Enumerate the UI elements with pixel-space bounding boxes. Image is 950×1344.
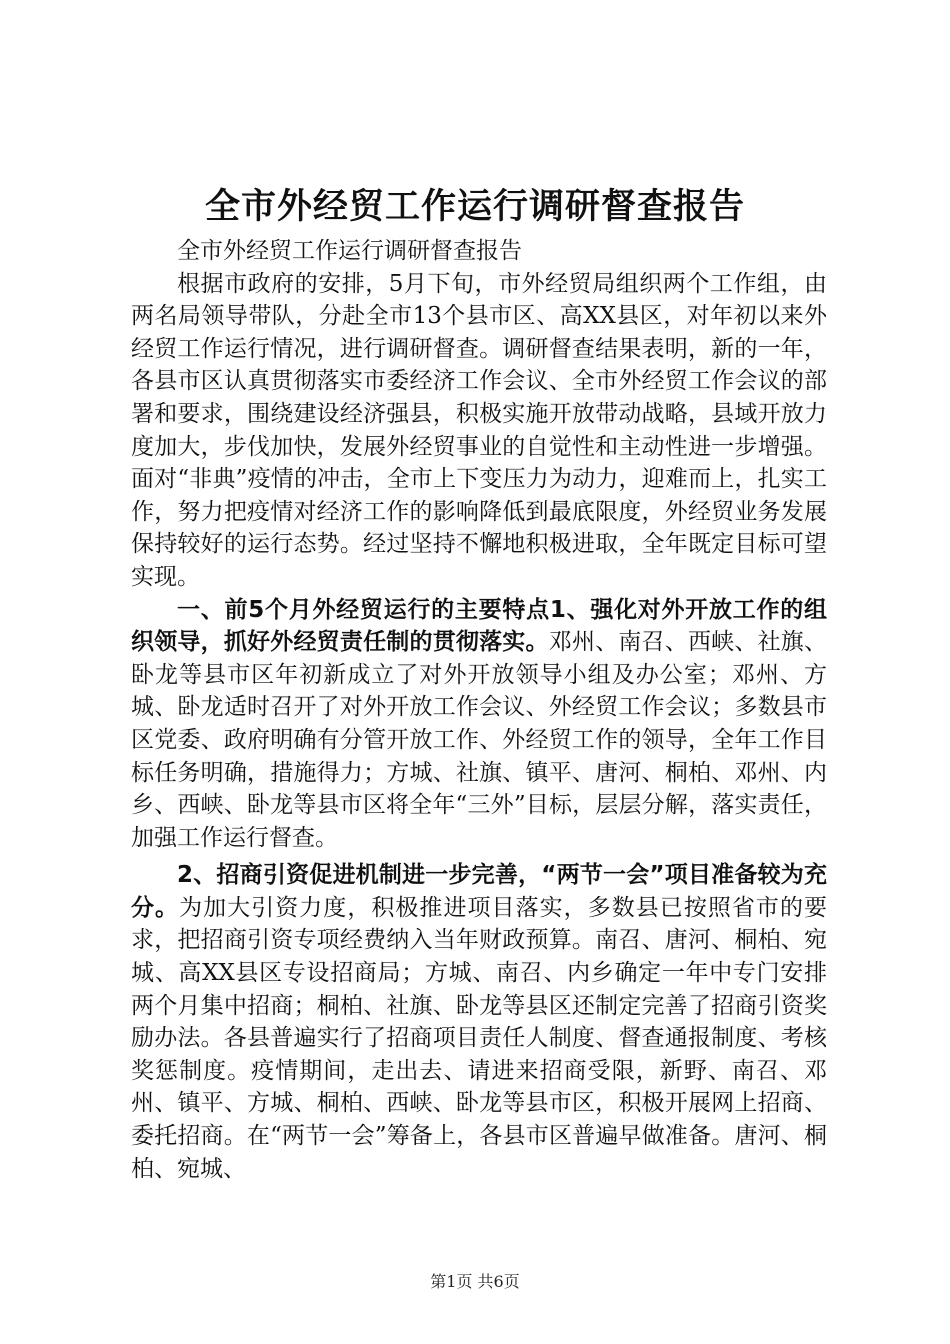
paragraph-section-2	[131, 859, 827, 1185]
paragraph-section-1	[131, 594, 827, 855]
page-number-footer: 第1页 共6页	[430, 1272, 520, 1291]
subtitle-line: 全市外经贸工作运行调研督查报告	[177, 238, 522, 264]
section-2-text: 为加大引资力度，积极推进项目落实，多数县已按照省市的要求，把招商引资专项经费纳入当年财政预算。南召、唐河、桐柏、宛城、高XX县区专设招商局；方城、南召、内乡确定一年中专门安排两个月集中招商；桐柏、社旗、卧龙等县区还制定完善了招商引资奖励办法。各县普遍实行了招商项目责任人制度、督查通报制度、考核奖惩制度。疫情期间，走出去、请进来招商受限，新野、南召、邓州、镇平、方城、桐柏、西峡、卧龙等县市区，积极开展网上招商、委托招商。在“两节一会”筹备上，各县市区普遍早做准备。唐河、桐柏、宛城、	[131, 894, 828, 1182]
section-1-text: 邓州、南召、西峡、社旗、卧龙等县市区年初新成立了对外开放领导小组及办公室；邓州、方城、卧龙适时召开了对外开放工作会议、外经贸工作会议；多数县市区党委、政府明确有分管开放工作、外经贸工作的领导，全年工作目标任务明确，措施得力；方城、社旗、镇平、唐河、桐柏、邓州、内乡、西峡、卧龙等县市区将全年“三外”目标，层层分解，落实责任，加强工作运行督查。	[131, 629, 828, 851]
section-2-heading: 2、招商引资促进机制进一步完善，“两节一会”项目准备较为充分。	[131, 862, 827, 921]
section-1-heading: 一、前5个月外经贸运行的主要特点1、强化对外开放工作的组织领导，抓好外经贸责任制的贯彻落实。	[131, 596, 827, 656]
document-title: 全市外经贸工作运行调研督查报告	[204, 186, 745, 227]
document-body	[131, 235, 827, 1185]
paragraph-intro: 根据市政府的安排，5月下旬，市外经贸局组织两个工作组，由两名局领导带队，分赴全市13个县市区、高XX县区，对年初以来外经贸工作运行情况，进行调研督查。调研督查结果表明，新的一年，各县市区认真贯彻落实市委经济工作会议、全市外经贸工作会议的部署和要求，围绕建设经济强县，积极实施开放带动战略，县域开放力度加大，步伐加快，发展外经贸事业的自觉性和主动性进一步增强。面对“非典”疫情的冲击，全市上下变压力为动力，迎难而上，扎实工作，努力把疫情对经济工作的影响降低到最底限度，外经贸业务发展保持较好的运行态势。经过坚持不懈地积极进取，全年既定目标可望实现。	[131, 270, 827, 590]
